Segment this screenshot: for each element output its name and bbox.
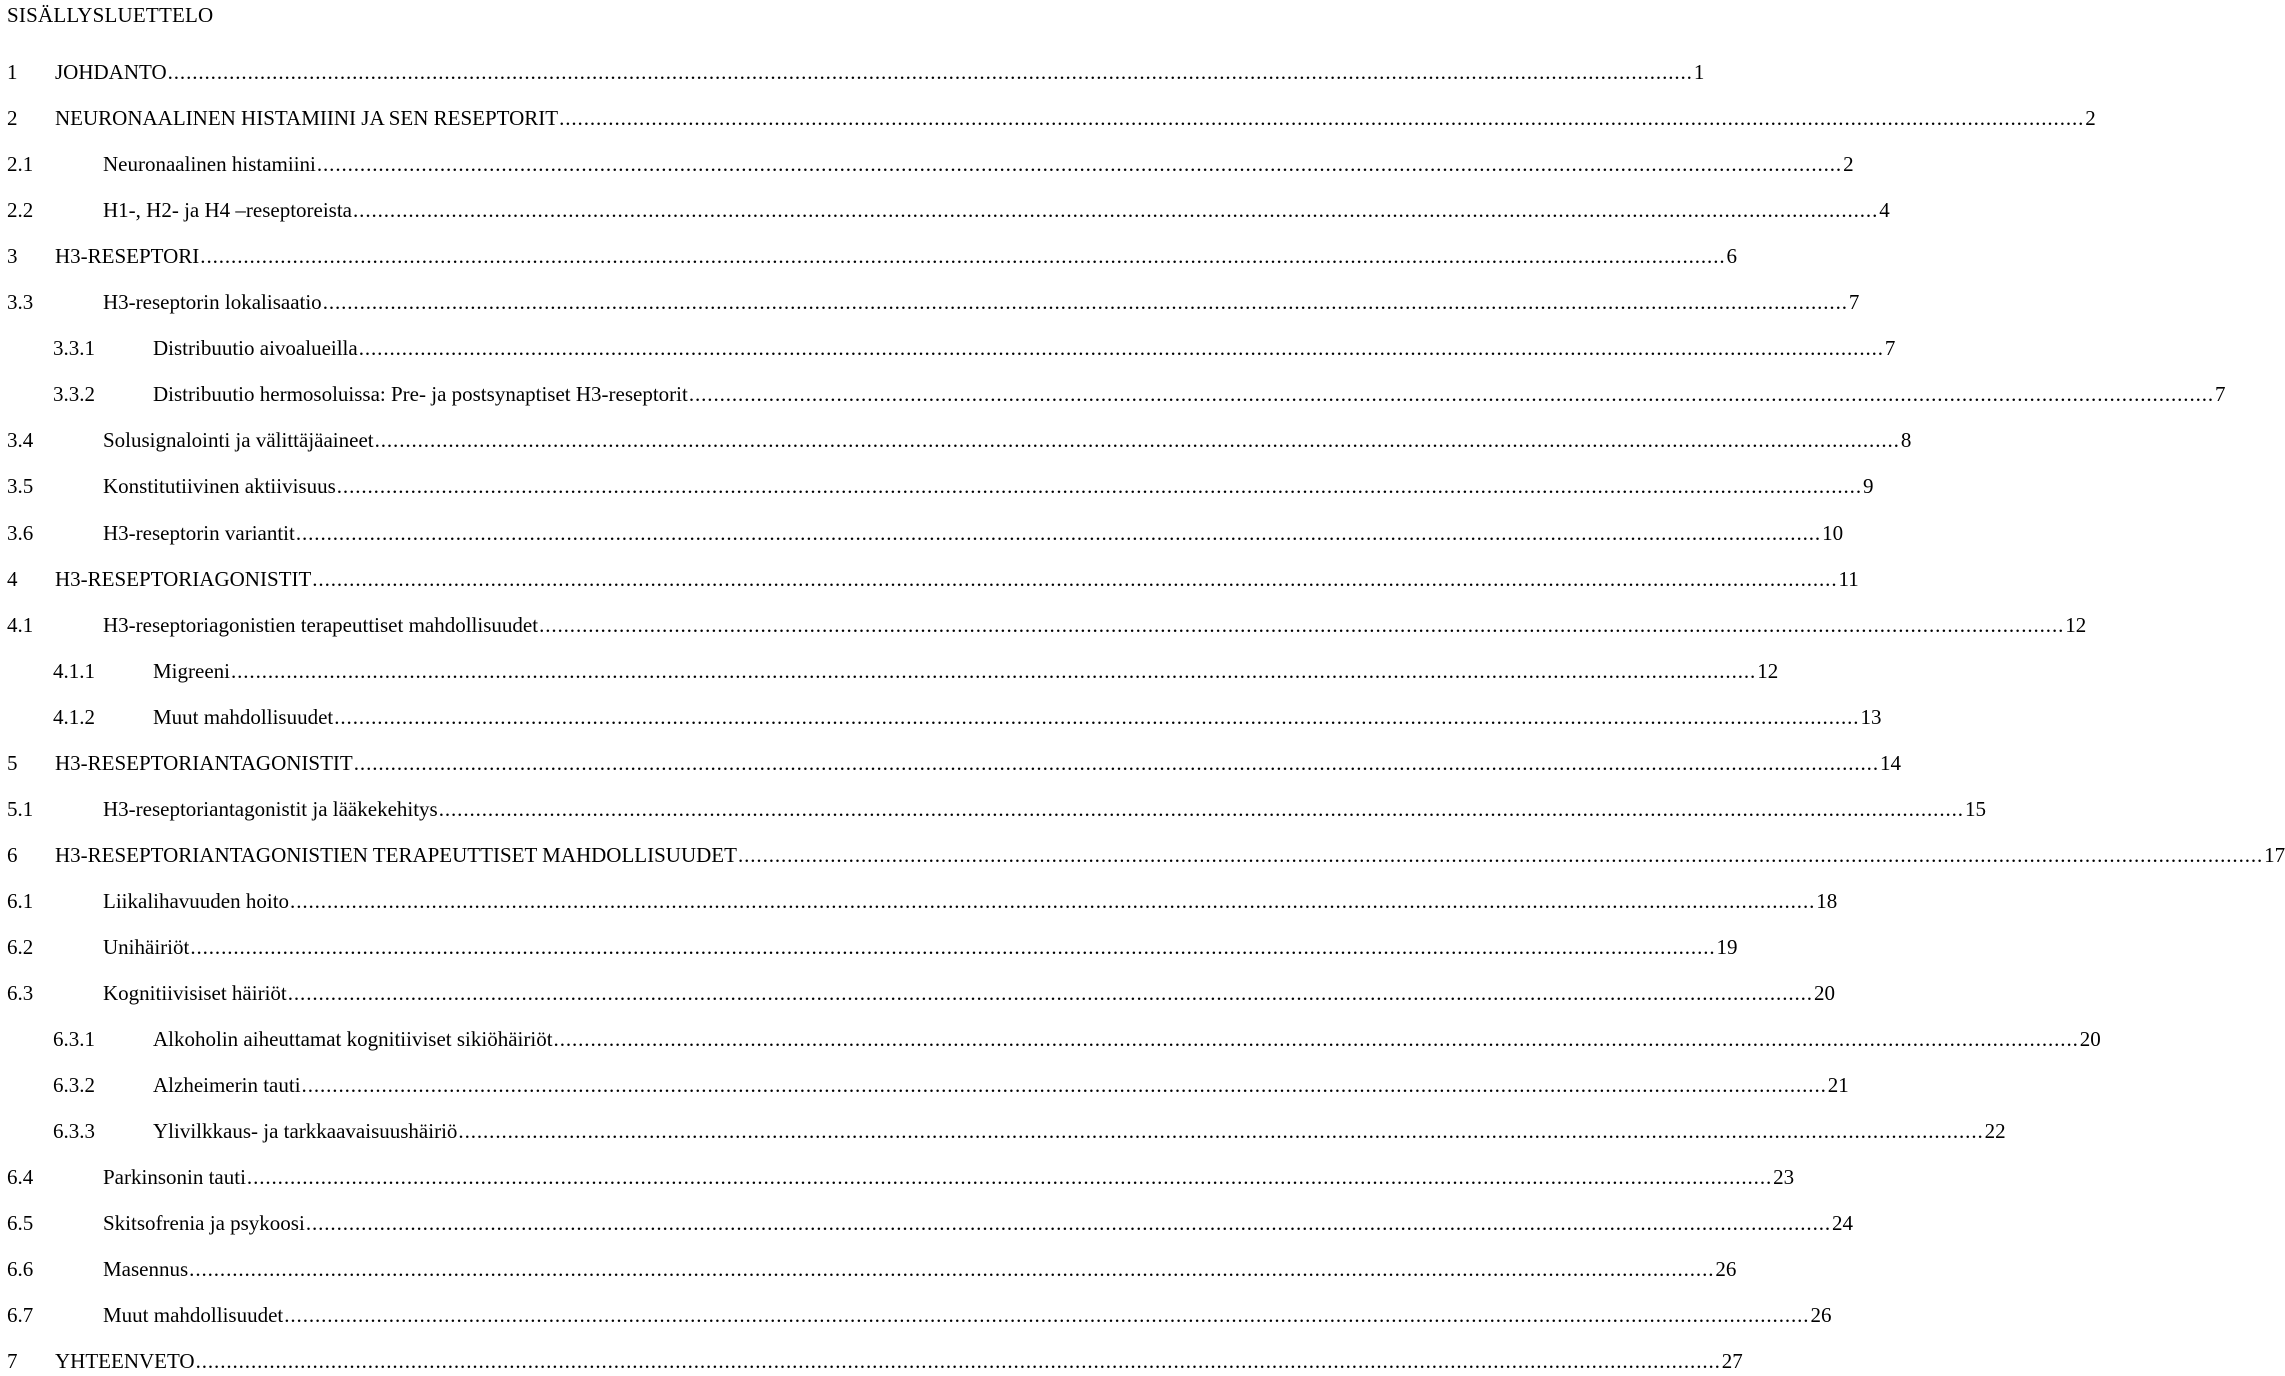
toc-entry-title: JOHDANTO <box>55 60 167 84</box>
toc-entry-line <box>153 656 1779 686</box>
toc-entry-line <box>103 1208 1854 1238</box>
toc-entry[interactable] <box>0 1024 2101 1054</box>
toc-entry[interactable] <box>0 241 1737 271</box>
toc-entry-page-number: 7 <box>1884 336 1896 360</box>
toc-entry-title: Neuronaalinen histamiini <box>103 152 316 176</box>
dot-leader <box>317 149 1842 179</box>
toc-entry-line <box>153 379 2226 409</box>
dot-leader <box>375 425 1900 455</box>
toc-entry-page-number: 24 <box>1832 1211 1854 1235</box>
toc-entry-title: H3-reseptoriagonistien terapeuttiset mahdollisuudet <box>103 613 539 637</box>
toc-entry[interactable] <box>0 978 1835 1008</box>
dot-leader <box>559 103 2084 133</box>
toc-entry-number: 1 <box>7 60 18 84</box>
toc-entry-number: 3.3.2 <box>53 382 95 406</box>
toc-entry-number: 4.1.1 <box>53 659 95 683</box>
dot-leader <box>247 1162 1772 1192</box>
dot-leader <box>323 287 1848 317</box>
page-title: SISÄLLYSLUETTELO <box>7 3 214 27</box>
toc-entry-page-number: 7 <box>2215 382 2226 406</box>
toc-entry[interactable] <box>0 103 2096 133</box>
toc-entry-line <box>153 702 1882 732</box>
toc-entry[interactable] <box>0 1346 1743 1376</box>
toc-entry-page-number: 11 <box>1838 567 1859 591</box>
toc-entry-number: 3 <box>7 244 18 268</box>
toc-entry[interactable] <box>0 518 1844 548</box>
toc-entry-title: Unihäiriöt <box>103 935 190 959</box>
toc-entry-title: H3-RESEPTORI <box>55 244 200 268</box>
toc-entry-title: Alkoholin aiheuttamat kognitiiviset sikiöhäiriöt <box>153 1027 553 1051</box>
dot-leader <box>337 471 1862 501</box>
toc-entry[interactable] <box>0 748 1901 778</box>
dot-leader <box>284 1300 1809 1330</box>
toc-entry-title: Alzheimerin tauti <box>153 1073 301 1097</box>
toc-entry-number: 4.1.2 <box>53 705 95 729</box>
toc-entry-number: 6.3.2 <box>53 1073 95 1097</box>
toc-entry-line <box>153 333 1896 363</box>
toc-entry-line <box>103 886 1838 916</box>
toc-entry[interactable] <box>0 932 1738 962</box>
toc-entry-line <box>103 471 1874 501</box>
toc-entry-line <box>55 103 2096 133</box>
toc-entry[interactable] <box>0 333 1896 363</box>
toc-entry[interactable] <box>0 656 1779 686</box>
dot-leader <box>306 1208 1831 1238</box>
toc-entry-line <box>103 287 1860 317</box>
toc-entry-page-number: 15 <box>1964 797 1986 821</box>
toc-entry[interactable] <box>0 610 2087 640</box>
dot-leader <box>458 1116 1983 1146</box>
toc-entry-title: Skitsofrenia ja psykoosi <box>103 1211 305 1235</box>
toc-entry[interactable] <box>0 886 1838 916</box>
toc-entry-title: Distribuutio aivoalueilla <box>153 336 358 360</box>
toc-entry-line <box>55 57 1705 87</box>
toc-entry-title: Ylivilkkaus- ja tarkkaavaisuushäiriö <box>153 1119 458 1143</box>
toc-entry-page-number: 21 <box>1827 1073 1849 1097</box>
toc-entry-page-number: 13 <box>1860 705 1882 729</box>
toc-entry[interactable] <box>0 840 2285 870</box>
toc-entry-page-number: 1 <box>1693 60 1705 84</box>
toc-entry[interactable] <box>0 1116 2006 1146</box>
dot-leader <box>359 333 1884 363</box>
toc-entry-page-number: 6 <box>1726 244 1737 268</box>
toc-entry-page-number: 7 <box>1848 290 1860 314</box>
toc-entry-page-number: 12 <box>2065 613 2087 637</box>
toc-entry-title: H3-RESEPTORIAGONISTIT <box>55 567 312 591</box>
toc-entry[interactable] <box>0 1254 1737 1284</box>
toc-entry-title: Muut mahdollisuudet <box>153 705 334 729</box>
dot-leader <box>554 1024 2079 1054</box>
toc-entry[interactable] <box>0 1162 1795 1192</box>
toc-entry-number: 3.3.1 <box>53 336 95 360</box>
dot-leader <box>539 610 2064 640</box>
toc-entry-title: NEURONAALINEN HISTAMIINI JA SEN RESEPTORIT <box>55 106 559 130</box>
toc-entry-page-number: 22 <box>1984 1119 2006 1143</box>
dot-leader <box>190 932 1715 962</box>
toc-entry-number: 6.7 <box>7 1303 34 1327</box>
toc-entry[interactable] <box>0 425 1912 455</box>
toc-entry-number: 2.1 <box>7 152 34 176</box>
toc-entry-line <box>103 1162 1795 1192</box>
dot-leader <box>439 794 1964 824</box>
toc-entry-title: H3-reseptoriantagonistit ja lääkekehitys <box>103 797 438 821</box>
toc-entry[interactable] <box>0 149 1854 179</box>
dot-leader <box>196 1346 1721 1376</box>
toc-entry-page-number: 23 <box>1773 1165 1795 1189</box>
toc-entry-page-number: 26 <box>1810 1303 1832 1327</box>
dot-leader <box>296 518 1821 548</box>
toc-entry[interactable] <box>0 564 1859 594</box>
toc-entry-page-number: 2 <box>1843 152 1854 176</box>
toc-entry-line <box>103 149 1854 179</box>
toc-entry-page-number: 2 <box>2085 106 2096 130</box>
toc-entry-page-number: 8 <box>1900 428 1912 452</box>
dot-leader <box>354 748 1879 778</box>
toc-entry-number: 5 <box>7 751 18 775</box>
toc-entry-line <box>55 840 2285 870</box>
dot-leader <box>312 564 1837 594</box>
dot-leader <box>302 1070 1827 1100</box>
toc-entry[interactable] <box>0 57 1705 87</box>
toc-entry-line <box>153 1116 2006 1146</box>
toc-entry-line <box>55 564 1859 594</box>
toc-entry-number: 4 <box>7 567 18 591</box>
toc-entry-title: H3-RESEPTORIANTAGONISTIEN TERAPEUTTISET MAHDOLLISUUDET <box>55 843 737 867</box>
toc-entry[interactable] <box>0 471 1874 501</box>
toc-entry-title: Konstitutiivinen aktiivisuus <box>103 474 336 498</box>
toc-entry[interactable] <box>0 1208 1854 1238</box>
toc-entry-number: 6.5 <box>7 1211 34 1235</box>
toc-entry-page-number: 12 <box>1757 659 1779 683</box>
toc-entry[interactable] <box>0 1070 1849 1100</box>
dot-leader <box>288 978 1813 1008</box>
toc-entry-line <box>55 748 1901 778</box>
toc-entry-title: Distribuutio hermosoluissa: Pre- ja postsynaptiset H3-reseptorit <box>153 382 688 406</box>
toc-entry-title: Parkinsonin tauti <box>103 1165 246 1189</box>
dot-leader <box>334 702 1859 732</box>
toc-entry-line <box>103 978 1835 1008</box>
toc-entry-line <box>103 932 1738 962</box>
toc-entry-title: H3-RESEPTORIANTAGONISTIT <box>55 751 353 775</box>
toc-entry-number: 2.2 <box>7 198 34 222</box>
toc-entry-page-number: 19 <box>1716 935 1738 959</box>
toc-entry-line <box>103 1254 1737 1284</box>
toc-entry-number: 4.1 <box>7 613 34 637</box>
toc-entry[interactable] <box>0 379 2226 409</box>
toc-entry-page-number: 20 <box>2079 1027 2101 1051</box>
toc-entry-line <box>153 1024 2101 1054</box>
dot-leader <box>231 656 1756 686</box>
dot-leader <box>290 886 1815 916</box>
toc-entry-page-number: 10 <box>1822 521 1844 545</box>
toc-entry-page-number: 4 <box>1879 198 1890 222</box>
toc-entry-title: Kognitiivisiset häiriöt <box>103 981 287 1005</box>
toc-entry[interactable] <box>0 287 1860 317</box>
toc-entry-line <box>103 794 1986 824</box>
toc-entry-line <box>55 1346 1743 1376</box>
toc-entry-page-number: 9 <box>1862 474 1874 498</box>
toc-entry-number: 7 <box>7 1349 18 1373</box>
toc-entry-title: Solusignalointi ja välittäjäaineet <box>103 428 374 452</box>
toc-entry-line <box>103 195 1890 225</box>
dot-leader <box>353 195 1878 225</box>
toc-entry[interactable] <box>0 702 1882 732</box>
toc-entry-number: 6.4 <box>7 1165 34 1189</box>
toc-entry-page-number: 14 <box>1879 751 1901 775</box>
toc-entry-number: 5.1 <box>7 797 34 821</box>
toc-entry-page-number: 27 <box>1721 1349 1743 1373</box>
toc-entry-number: 6.3.1 <box>53 1027 95 1051</box>
toc-entry-line <box>103 425 1912 455</box>
toc-entry-page-number: 26 <box>1715 1257 1737 1281</box>
toc-entry-title: H3-reseptorin lokalisaatio <box>103 290 322 314</box>
toc-entry-line <box>153 1070 1849 1100</box>
toc-entry-page-number: 17 <box>2264 843 2285 867</box>
toc-entry[interactable] <box>0 1300 1832 1330</box>
dot-leader <box>168 57 1693 87</box>
toc-entry-number: 6.3 <box>7 981 34 1005</box>
toc-entry-number: 3.5 <box>7 474 34 498</box>
dot-leader <box>738 840 2263 870</box>
dot-leader <box>689 379 2214 409</box>
toc-entry-number: 6.3.3 <box>53 1119 95 1143</box>
toc-entry-line <box>103 1300 1832 1330</box>
toc-entry-title: Muut mahdollisuudet <box>103 1303 284 1327</box>
toc-entry-page-number: 20 <box>1813 981 1835 1005</box>
toc-entry-title: YHTEENVETO <box>55 1349 195 1373</box>
toc-entry-title: Migreeni <box>153 659 230 683</box>
toc-entry-number: 3.6 <box>7 521 34 545</box>
dot-leader <box>200 241 1725 271</box>
toc-entry-title: Liikalihavuuden hoito <box>103 889 290 913</box>
toc-entry-number: 2 <box>7 106 18 130</box>
toc-entry[interactable] <box>0 195 1890 225</box>
toc-entry-number: 6.1 <box>7 889 34 913</box>
toc-entry-title: H1-, H2- ja H4 –reseptoreista <box>103 198 353 222</box>
toc-entry-line <box>103 610 2087 640</box>
toc-entry-number: 6.2 <box>7 935 34 959</box>
toc-entry[interactable] <box>0 794 1986 824</box>
toc-entry-number: 6 <box>7 843 18 867</box>
toc-entry-title: Masennus <box>103 1257 189 1281</box>
toc-entry-line <box>55 241 1737 271</box>
toc-entry-number: 6.6 <box>7 1257 34 1281</box>
dot-leader <box>189 1254 1714 1284</box>
toc-entry-number: 3.3 <box>7 290 34 314</box>
toc-entry-title: H3-reseptorin variantit <box>103 521 295 545</box>
toc-entry-line <box>103 518 1844 548</box>
toc-entry-page-number: 18 <box>1816 889 1838 913</box>
toc-entry-number: 3.4 <box>7 428 34 452</box>
